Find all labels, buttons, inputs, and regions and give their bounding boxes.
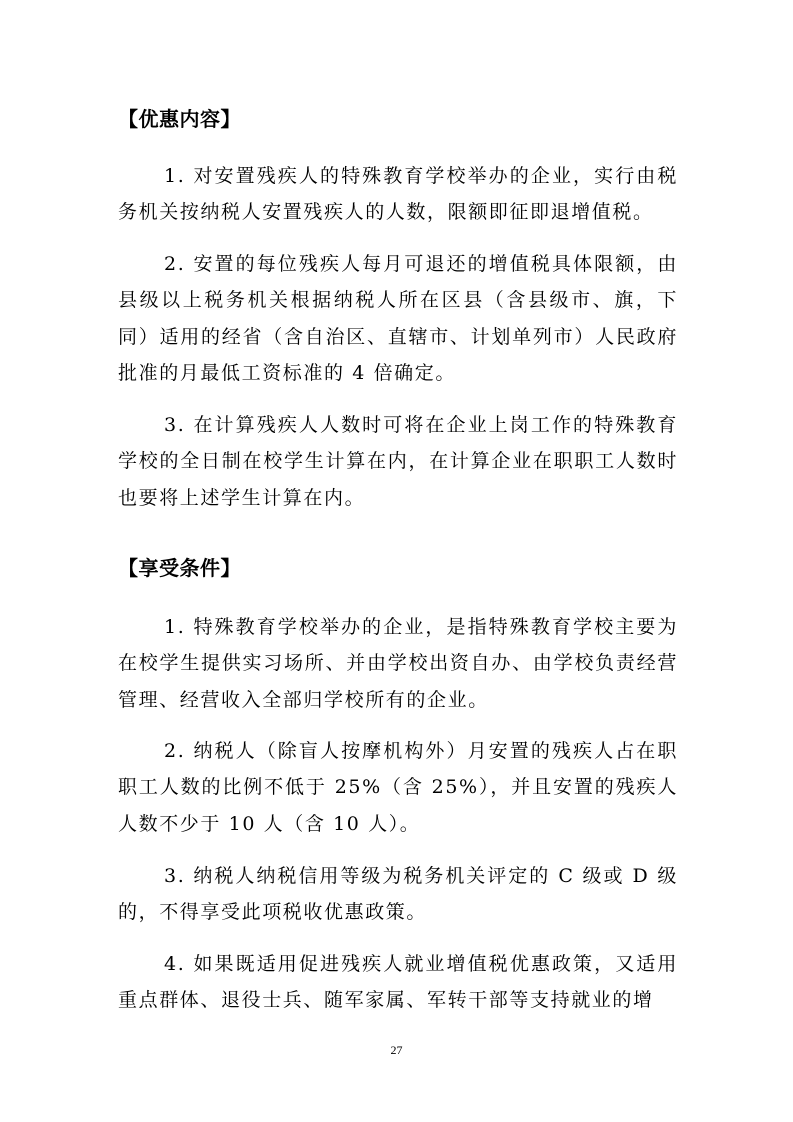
benefits-paragraph-2: 2. 安置的每位残疾人每月可退还的增值税具体限额，由县级以上税务机关根据纳税人所在区县（含县级市、旗，下同）适用的经省（含自治区、直辖市、计划单列市）人民政府批准的月最低工资标准的 4 倍确定。	[118, 253, 678, 385]
conditions-paragraph-1: 1. 特殊教育学校举办的企业，是指特殊教育学校主要为在校学生提供实习场所、并由学校出资自办、由学校负责经营管理、经营收入全部归学校所有的企业。	[118, 616, 678, 711]
benefits-paragraph-3: 3. 在计算残疾人人数时可将在企业上岗工作的特殊教育学校的全日制在校学生计算在内，在计算企业在职职工人数时也要将上述学生计算在内。	[118, 414, 678, 509]
conditions-paragraph-4: 4. 如果既适用促进残疾人就业增值税优惠政策，又适用重点群体、退役士兵、随军家属、军转干部等支持就业的增	[118, 953, 678, 1012]
section-heading-conditions: 【享受条件】	[118, 556, 241, 580]
conditions-paragraph-2: 2. 纳税人（除盲人按摩机构外）月安置的残疾人占在职职工人数的比例不低于 25%（含 25%），并且安置的残疾人人数不少于 10 人（含 10 人）。	[118, 740, 678, 835]
section-heading-benefits: 【优惠内容】	[118, 107, 241, 131]
page-number: 27	[390, 1043, 403, 1057]
conditions-paragraph-3: 3. 纳税人纳税信用等级为税务机关评定的 C 级或 D 级的，不得享受此项税收优惠政策。	[118, 865, 678, 924]
benefits-paragraph-1: 1. 对安置残疾人的特殊教育学校举办的企业，实行由税务机关按纳税人安置残疾人的人数，限额即征即退增值税。	[118, 165, 678, 224]
